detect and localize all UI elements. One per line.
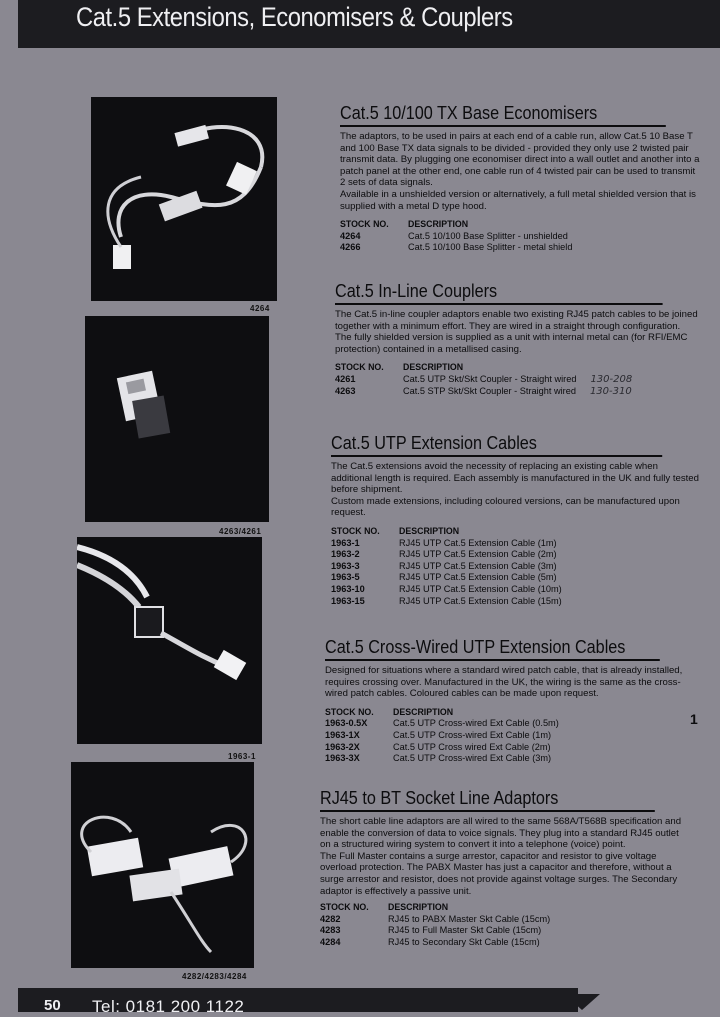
- section-text: The short cable line adaptors are all wired to the same 568A/T568B specification and enable the conversion of data to voice signals. They plug into a standard RJ45 outlet on a structured wiring system to convert it into a telephone (voice) point.: [320, 816, 682, 851]
- photo-caption: 4282/4283/4284: [182, 972, 247, 981]
- section-text: Custom made extensions, including coloured versions, can be manufactured upon request.: [331, 495, 680, 519]
- footer-page-number: 50: [44, 997, 61, 1014]
- section-couplers: [335, 281, 699, 397]
- table-row: 1963-1 RJ45 UTP Cat.5 Extension Cable (1m): [331, 537, 557, 548]
- table-row: 4261 Cat.5 UTP Skt/Skt Coupler - Straight wired 130-208: [335, 373, 633, 385]
- handwritten-note: 130-208: [590, 373, 633, 385]
- table-row: 4264 Cat.5 10/100 Base Splitter - unshielded: [340, 230, 568, 241]
- photo-caption: 1963-1: [228, 752, 256, 761]
- table-row: 1963-2X Cat.5 UTP Cross wired Ext Cable (2m): [325, 741, 551, 752]
- table-header: STOCK NO. DESCRIPTION: [335, 362, 464, 373]
- product-table: [340, 219, 702, 254]
- section-economisers: [340, 103, 702, 254]
- section-title: Cat.5 In-Line Couplers: [335, 281, 663, 305]
- table-row: 1963-15 RJ45 UTP Cat.5 Extension Cable (15m): [331, 595, 562, 606]
- section-text: The Cat.5 extensions avoid the necessity of replacing an existing cable when additional length is required. Each assembly is manufactured in the UK and fully tested before shipment.: [331, 461, 699, 496]
- product-table: [320, 902, 692, 948]
- table-row: 4282 RJ45 to PABX Master Skt Cable (15cm): [320, 913, 551, 924]
- section-text: The Full Master contains a surge arrestor, capacitor and resistor to give voltage overload protection. The PABX Master has just a capacitor and therefore, without a surge arrestor and resistor, does not provide against voltage surges. The Secondary adaptor is effectively a passive unit.: [320, 850, 678, 897]
- table-row: 4283 RJ45 to Full Master Skt Cable (15cm): [320, 925, 542, 936]
- page-number: 1: [690, 711, 698, 727]
- page-title: Cat.5 Extensions, Economisers & Couplers: [76, 2, 513, 32]
- table-row: 4284 RJ45 to Secondary Skt Cable (15cm): [320, 936, 540, 947]
- product-photo-couplers: [85, 316, 269, 522]
- product-table: [335, 362, 699, 397]
- photo-caption: 4264: [250, 304, 270, 313]
- table-row: 4266 Cat.5 10/100 Base Splitter - metal shield: [340, 242, 573, 253]
- section-title: Cat.5 Cross-Wired UTP Extension Cables: [325, 637, 660, 661]
- logo-icon: [562, 992, 602, 1012]
- section-extension-cables: [331, 433, 699, 607]
- section-cross-wired-cables: [325, 637, 697, 765]
- table-row: 1963-0.5X Cat.5 UTP Cross-wired Ext Cable (0.5m): [325, 718, 559, 729]
- product-photo-extension-cable: [77, 537, 262, 744]
- page-footer: [18, 988, 578, 1016]
- photo-caption: 4263/4261: [219, 527, 262, 536]
- footer-telephone: Tel: 0181 200 1122: [92, 997, 245, 1016]
- section-text: The fully shielded version is supplied as a unit with internal metal can (for RFI/EMC protection) contained in a metallised casing.: [335, 332, 688, 355]
- table-header: STOCK NO. DESCRIPTION: [331, 525, 460, 536]
- section-text: Available in a unshielded version or alternatively, a full metal shielded version that is supplied with a metal D type hood.: [340, 188, 696, 212]
- section-title: RJ45 to BT Socket Line Adaptors: [320, 788, 655, 812]
- product-table: [325, 707, 697, 765]
- table-row: 1963-10 RJ45 UTP Cat.5 Extension Cable (10m): [331, 583, 562, 594]
- table-row: 1963-3X Cat.5 UTP Cross-wired Ext Cable (3m): [325, 753, 552, 764]
- table-row: 1963-1X Cat.5 UTP Cross-wired Ext Cable (1m): [325, 729, 552, 740]
- section-text: Designed for situations where a standard wired patch cable, that is already installed, requires crossing over. Manufactured in the UK, the wiring is the same as the cross-wired patch cables. Coloured cables can be made upon request.: [325, 665, 683, 700]
- table-header: STOCK NO. DESCRIPTION: [320, 902, 449, 913]
- section-text: The adaptors, to be used in pairs at each end of a cable run, allow Cat.5 10 Base T and 100 Base TX data signals to be divided - provided they only use 2 twisted pair transmit data. By plugging one economiser direct into a wall outlet and another into a patch panel at the other end, one cable run of 4 twisted pair can be used to transmit 2 sets of data signals.: [340, 131, 700, 189]
- handwritten-note: 130-310: [589, 385, 632, 397]
- section-text: The Cat.5 in-line coupler adaptors enable two existing RJ45 patch cables to be joined together with a minimum effort. They are wired in a straight through configuration.: [335, 309, 698, 332]
- section-title: Cat.5 10/100 TX Base Economisers: [340, 103, 666, 127]
- table-row: 1963-3 RJ45 UTP Cat.5 Extension Cable (3m): [331, 560, 557, 571]
- section-line-adaptors: [320, 788, 692, 949]
- section-title: Cat.5 UTP Extension Cables: [331, 433, 662, 457]
- table-header: STOCK NO. DESCRIPTION: [325, 706, 454, 717]
- page-header: [18, 0, 720, 48]
- table-row: 4263 Cat.5 STP Skt/Skt Coupler - Straight wired 130-310: [335, 385, 632, 397]
- table-row: 1963-5 RJ45 UTP Cat.5 Extension Cable (5m): [331, 572, 557, 583]
- product-photo-line-adaptors: [71, 762, 254, 968]
- product-table: [331, 526, 699, 607]
- table-row: 1963-2 RJ45 UTP Cat.5 Extension Cable (2m): [331, 549, 557, 560]
- table-header: STOCK NO. DESCRIPTION: [340, 219, 469, 230]
- product-photo-economisers: [91, 97, 277, 301]
